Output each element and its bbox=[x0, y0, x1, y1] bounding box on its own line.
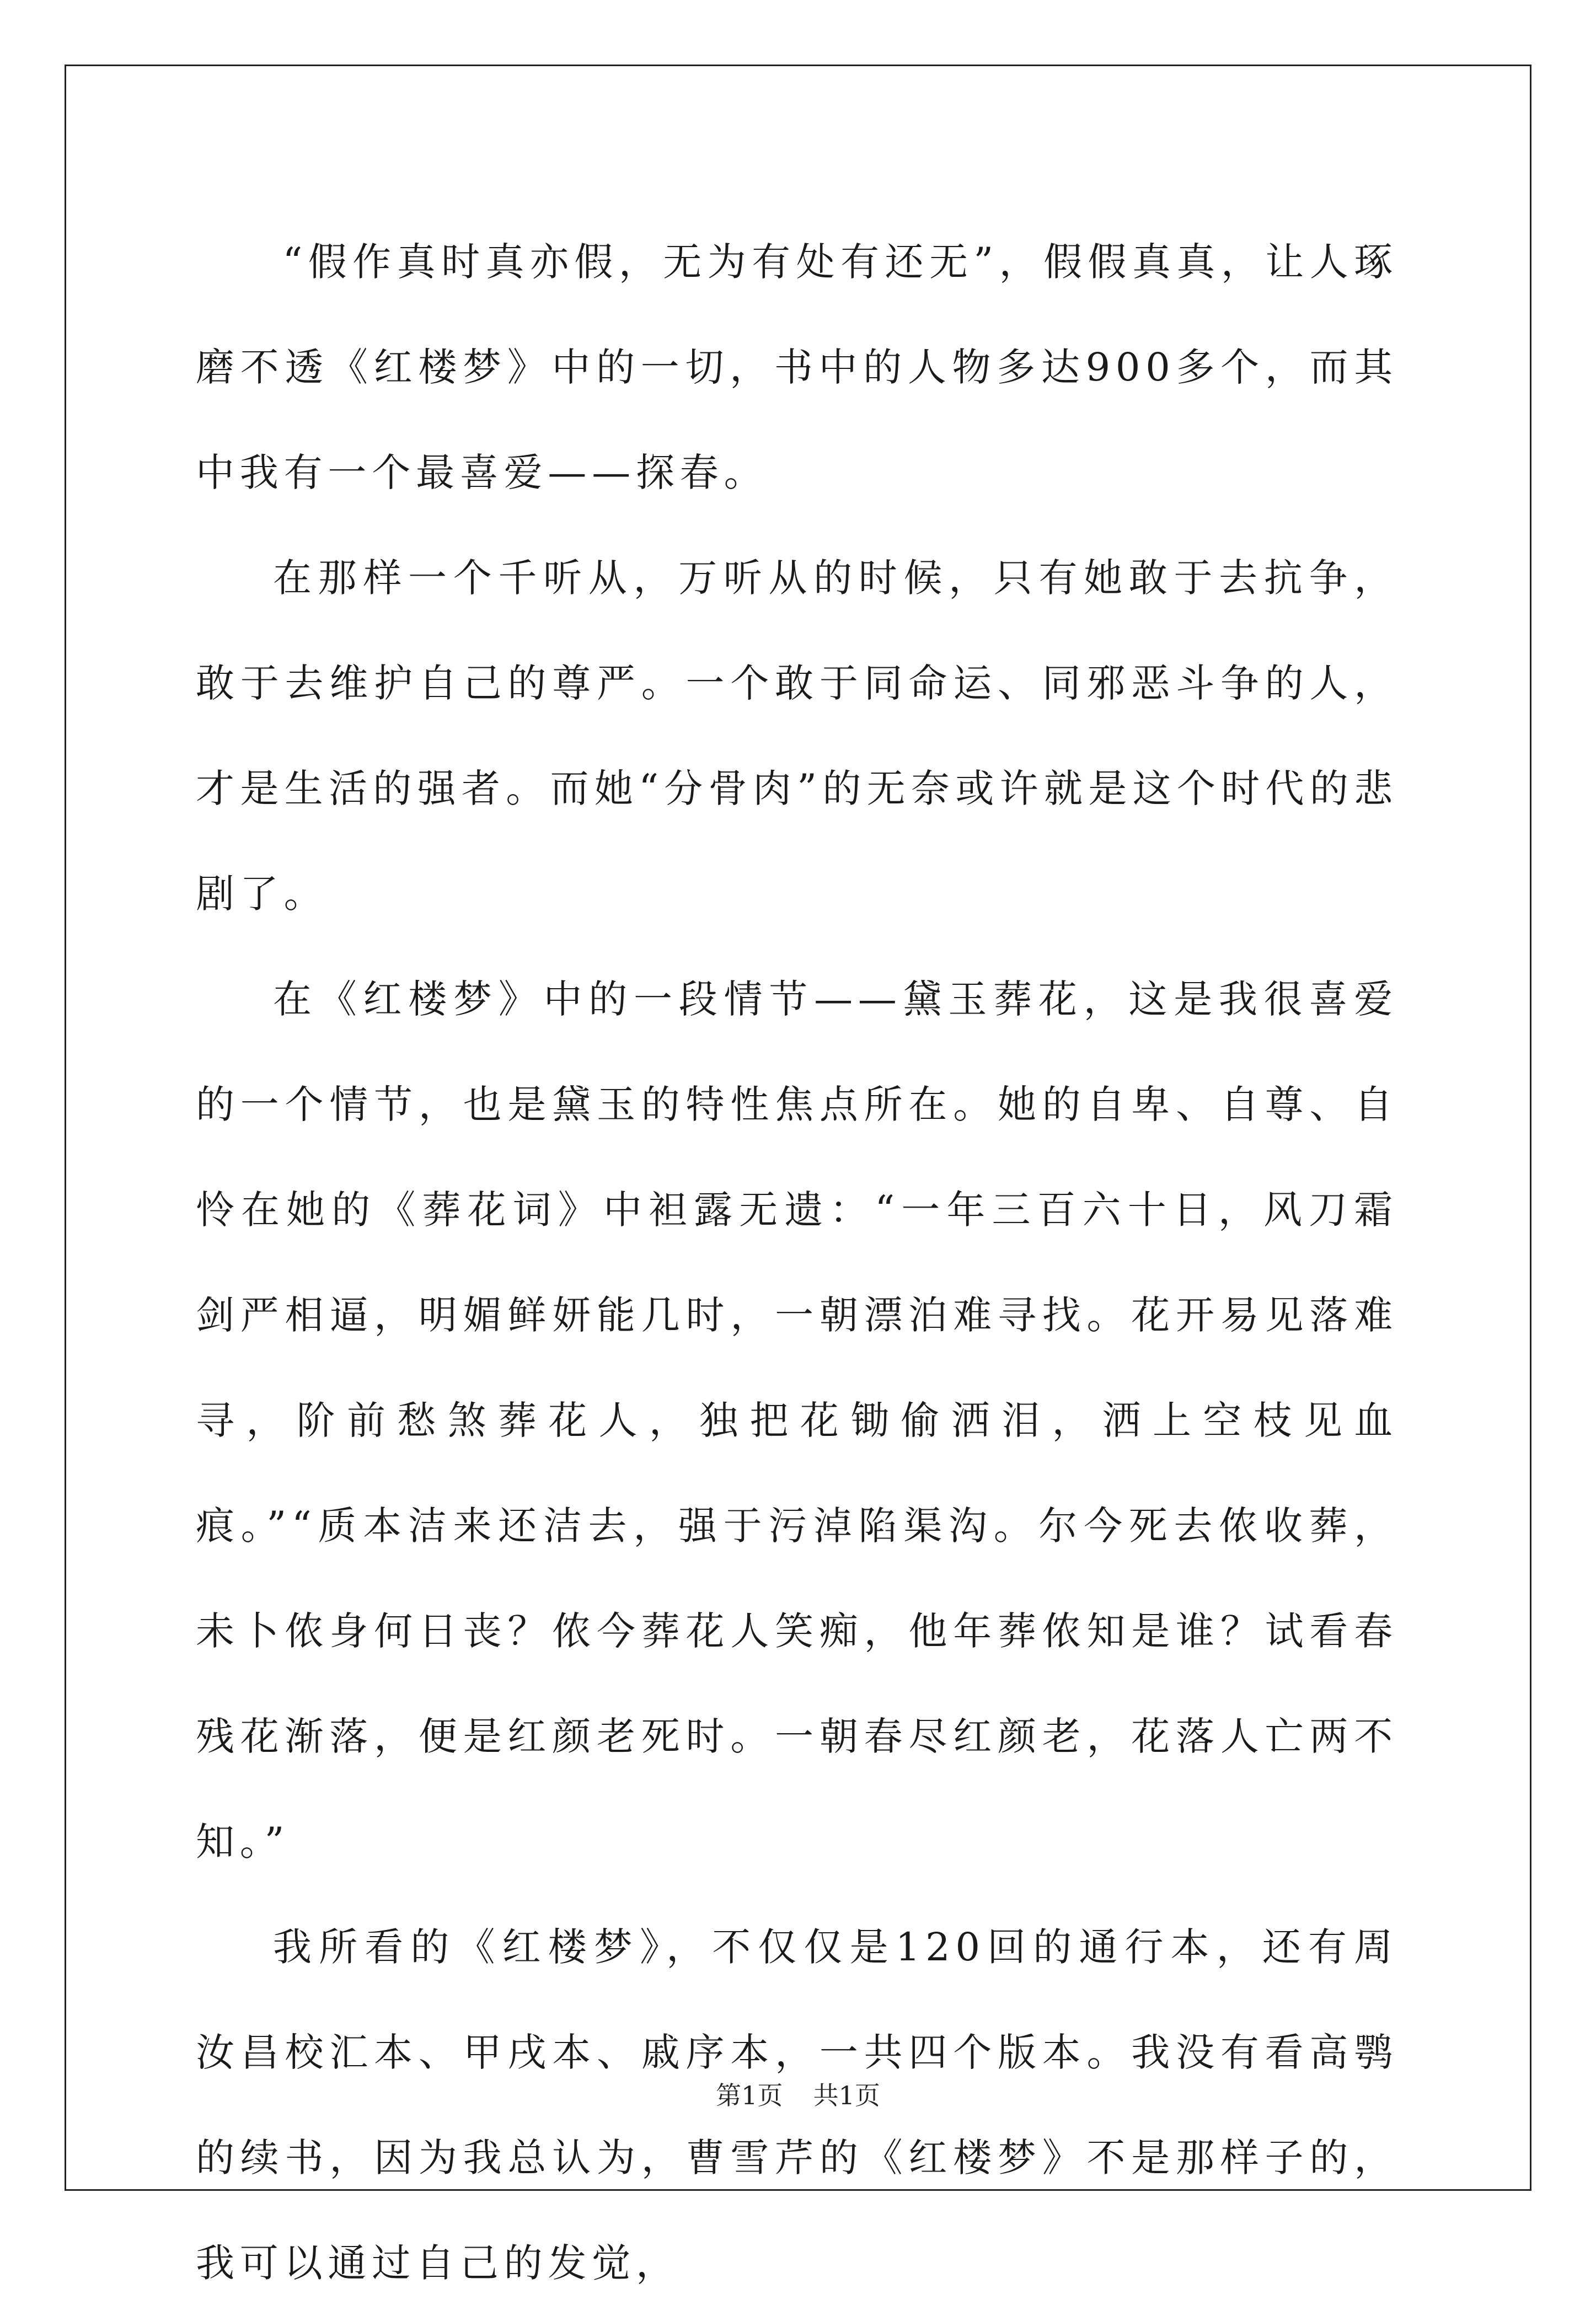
page-number-current: 第1页 bbox=[716, 2081, 783, 2110]
paragraph-4: 我所看的《红楼梦》，不仅仅是120回的通行本，还有周汝昌校汇本、甲戌本、戚序本，一共四个版本。我没有看高鹗的续书，因为我总认为，曹雪芹的《红楼梦》不是那样子的，我可以通过自己的发觉， bbox=[196, 1924, 1398, 2286]
page-footer bbox=[0, 2079, 1596, 2112]
document-body bbox=[196, 210, 1398, 2316]
paragraph-2: 在那样一个千听从，万听从的时候，只有她敢于去抗争，敢于去维护自己的尊严。一个敢于同命运、同邪恶斗争的人，才是生活的强者。而她“分骨肉”的无奈或许就是这个时代的悲剧了。 bbox=[196, 555, 1398, 916]
paragraph-1: “假作真时真亦假，无为有处有还无”，假假真真，让人琢磨不透《红楼梦》中的一切，书中的人物多达900多个，而其中我有一个最喜爱——探春。 bbox=[196, 239, 1398, 495]
page-number-total: 共1页 bbox=[813, 2081, 880, 2110]
paragraph-3: 在《红楼梦》中的一段情节——黛玉葬花，这是我很喜爱的一个情节，也是黛玉的特性焦点所在。她的自卑、自尊、自怜在她的《葬花词》中袒露无遗：“一年三百六十日，风刀霜剑严相逼，明媚鲜妍能几时，一朝漂泊难寻找。花开易见落难寻，阶前愁煞葬花人，独把花锄偷洒泪，洒上空枝见血痕。”“质本洁来还洁去，强于污淖陷渠沟。尔今死去侬收葬，未卜侬身何日丧？侬今葬花人笑痴，他年葬侬知是谁？试看春残花渐落，便是红颜老死时。一朝春尽红颜老，花落人亡两不知。” bbox=[196, 977, 1398, 1864]
